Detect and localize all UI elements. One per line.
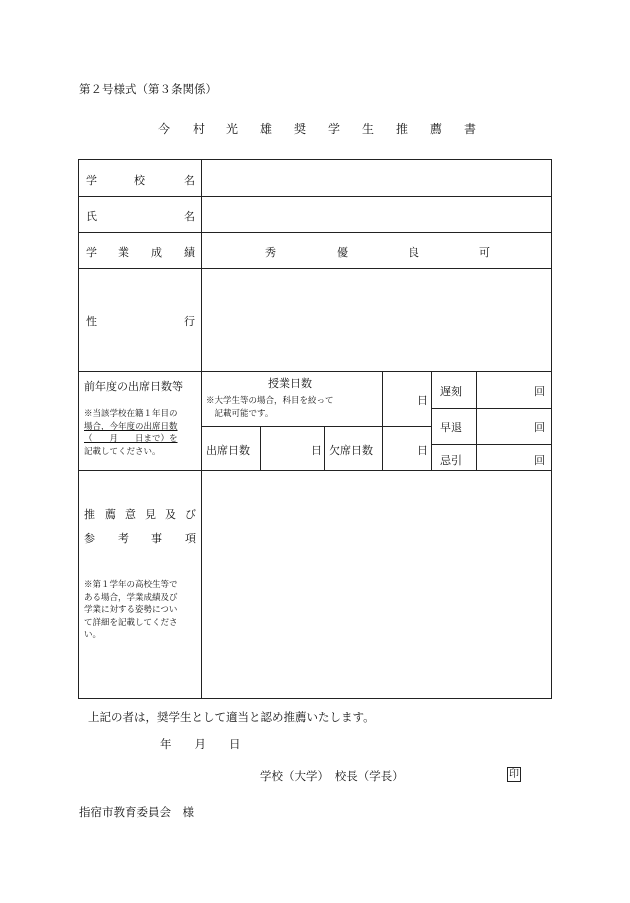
school-label: 名 — [184, 174, 195, 187]
grade-option[interactable]: 良 — [408, 246, 419, 259]
recommendation-label: 推 — [84, 508, 95, 521]
early-leave-label: 早退 — [440, 421, 462, 434]
recommendation-label: び — [185, 508, 196, 521]
present-days-unit: 日 — [311, 444, 322, 457]
recommendation-label: 見 — [145, 508, 156, 521]
late-unit: 回 — [534, 385, 545, 398]
mourning-leave-unit: 回 — [534, 454, 545, 467]
grades-label: 業 — [118, 246, 129, 259]
conduct-field[interactable] — [202, 269, 550, 370]
row-divider — [79, 232, 551, 233]
student-name-field[interactable] — [202, 197, 550, 231]
grades-label: 学 — [86, 246, 97, 259]
title-char: 書 — [464, 122, 477, 136]
principal-signature-line: 学校（大学） 校長（学長） — [260, 769, 404, 783]
attendance-divider — [324, 426, 325, 470]
class-days-note: ※大学生等の場合，科目を絞って 記載可能です。 — [206, 396, 334, 419]
school-name-field[interactable] — [202, 161, 550, 195]
school-label: 学 — [86, 174, 97, 187]
attendance-label: 前年度の出席日数等 — [84, 380, 183, 393]
attendance-divider — [260, 426, 261, 470]
conduct-label: 性 — [86, 315, 97, 328]
attendance-divider — [431, 408, 551, 409]
title-char: 今 — [158, 122, 171, 136]
attendance-divider — [431, 371, 432, 470]
attendance-note: ※当該学校在籍１年目の 場合，今年度の出席日数 （ 月 日まで）を 記載してください。 — [84, 409, 178, 457]
title-char: 村 — [193, 122, 206, 136]
absent-days-unit: 日 — [417, 444, 428, 457]
early-leave-unit: 回 — [534, 421, 545, 434]
mourning-leave-label: 忌引 — [440, 454, 462, 467]
recommendation-field[interactable] — [202, 471, 550, 697]
title-char: 薦 — [430, 122, 443, 136]
title-char: 生 — [362, 122, 375, 136]
form-number: 第２号様式（第３条関係） — [79, 82, 217, 96]
reference-label: 参 — [84, 532, 95, 545]
grade-option[interactable]: 優 — [337, 246, 348, 259]
row-divider — [79, 371, 551, 372]
absent-days-label: 欠席日数 — [329, 444, 373, 457]
attendance-divider — [382, 371, 383, 470]
name-label: 名 — [184, 210, 195, 223]
present-days-label: 出席日数 — [206, 444, 250, 457]
closing-statement: 上記の者は，奨学生として適当と認め推薦いたします。 — [88, 710, 375, 724]
class-days-label: 授業日数 — [268, 377, 312, 390]
title-char: 奨 — [294, 122, 307, 136]
attendance-divider — [431, 444, 551, 445]
grade-option[interactable]: 可 — [479, 246, 490, 259]
title-char: 推 — [396, 122, 409, 136]
title-char: 光 — [226, 122, 239, 136]
grades-label: 成 — [151, 246, 162, 259]
name-label: 氏 — [86, 210, 97, 223]
grades-label: 績 — [184, 246, 195, 259]
attendance-divider — [201, 426, 431, 427]
attendance-divider — [476, 371, 477, 470]
reference-label: 考 — [118, 532, 129, 545]
title-char: 雄 — [260, 122, 273, 136]
reference-label: 事 — [151, 532, 162, 545]
addressee: 指宿市教育委員会 様 — [79, 805, 194, 819]
reference-label: 項 — [185, 532, 196, 545]
seal-mark: 印 — [509, 769, 519, 780]
recommendation-note: ※第１学年の高校生等で ある場合，学業成績及び 学業に対する姿勢につい て詳細を記載してくださ い。 — [84, 580, 178, 640]
recommendation-label: 薦 — [105, 508, 116, 521]
grade-option[interactable]: 秀 — [265, 246, 276, 259]
recommendation-label: 及 — [165, 508, 176, 521]
conduct-label: 行 — [184, 315, 195, 328]
school-label: 校 — [134, 174, 145, 187]
recommendation-label: 意 — [125, 508, 136, 521]
class-days-unit: 日 — [417, 394, 428, 407]
date-line: 年 月 日 — [160, 737, 241, 751]
title-char: 学 — [328, 122, 341, 136]
recommendation-form-table — [78, 159, 552, 699]
late-label: 遅刻 — [440, 385, 462, 398]
